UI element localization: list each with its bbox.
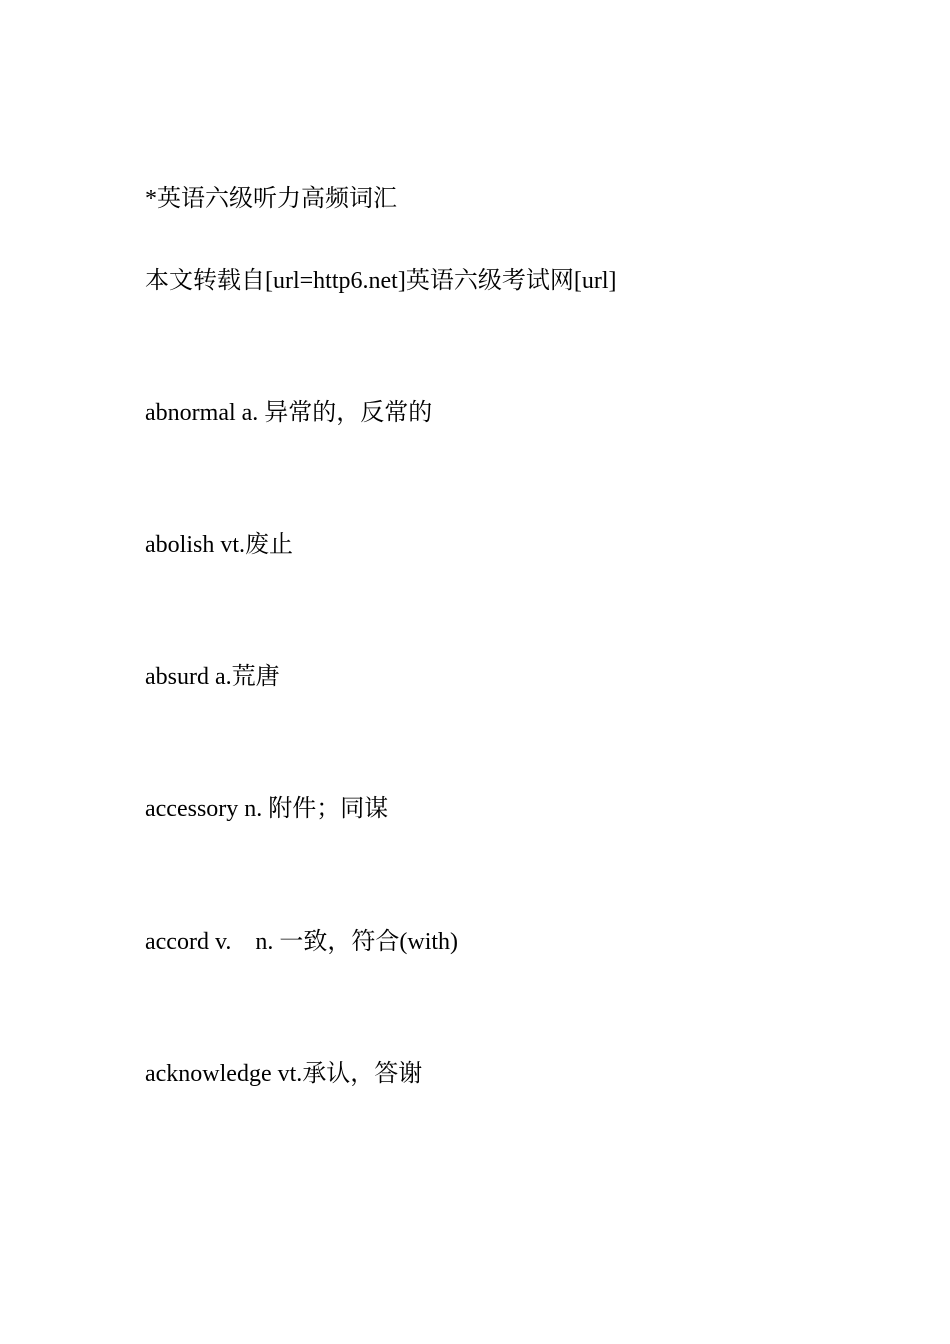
vocab-entry: absurd a.荒唐: [145, 664, 280, 690]
document-title: *英语六级听力高频词汇: [145, 186, 397, 212]
source-line: 本文转载自[url=http6.net]英语六级考试网[url]: [145, 268, 617, 294]
vocab-entry: accord v. n. 一致，符合(with): [145, 929, 459, 955]
vocab-entry: acknowledge vt.承认，答谢: [145, 1061, 423, 1087]
vocab-entry: accessory n. 附件；同谋: [145, 796, 389, 822]
vocab-entry: abnormal a. 异常的，反常的: [145, 400, 433, 426]
vocab-entry: abolish vt.废止: [145, 532, 293, 558]
